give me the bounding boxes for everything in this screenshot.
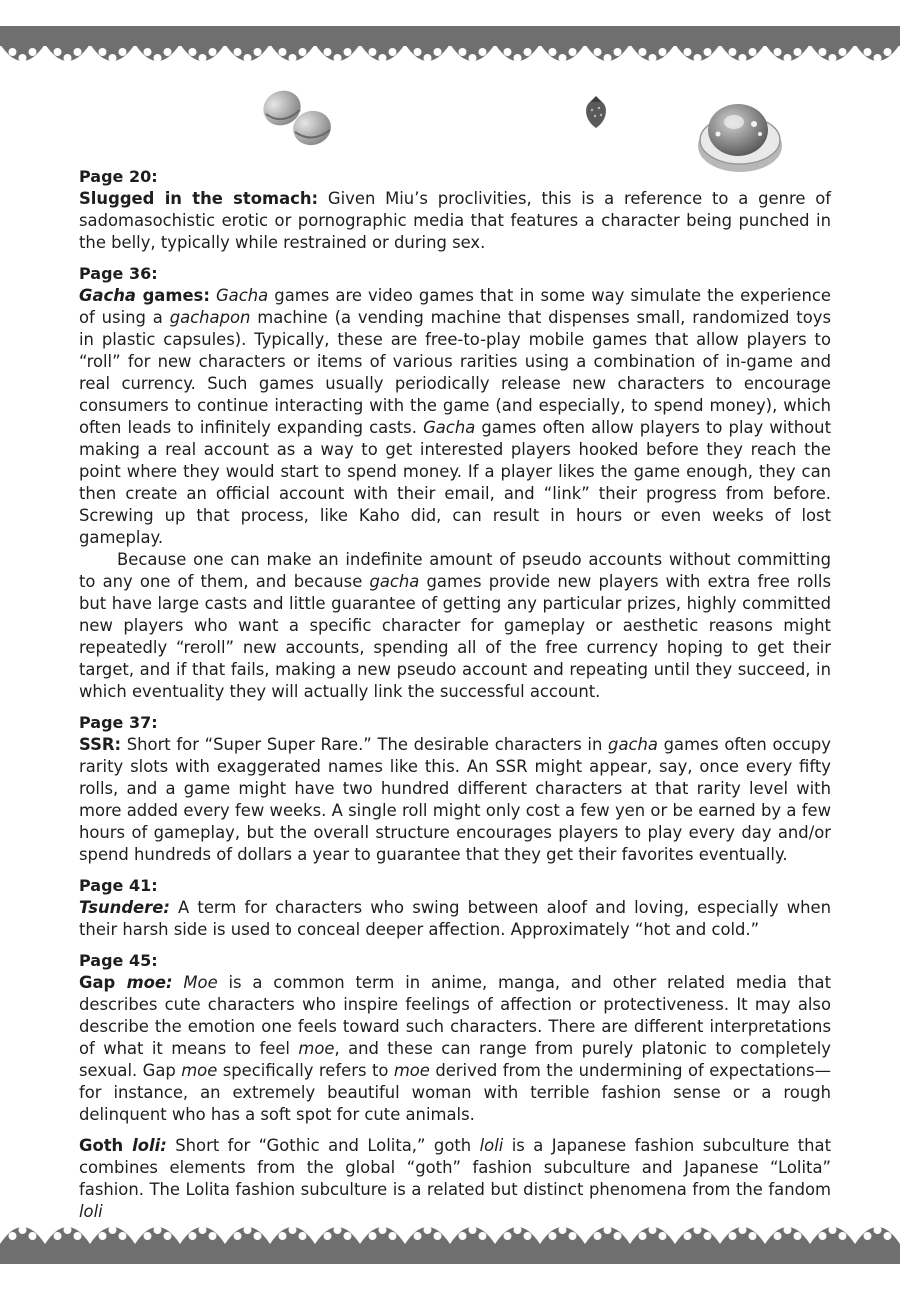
text-run: moe bbox=[181, 1061, 218, 1080]
text-run: gachapon bbox=[169, 308, 251, 327]
glossary-section bbox=[79, 263, 831, 703]
text-run: moe bbox=[393, 1061, 430, 1080]
text-run: derived from the undermining of expectations—for instance, an extremely beautiful woman with terrible fashion sense or a rough delinquent who has a soft spot for cute animals. bbox=[79, 1061, 831, 1124]
text-run: Given Miu’s proclivities, this is a reference to a genre of sadomasochistic erotic or pornographic media that features a character being punched in the belly, typically while restrained or during sex. bbox=[79, 189, 831, 252]
macarons-icon bbox=[258, 86, 338, 150]
tart-icon bbox=[694, 96, 786, 176]
glossary-paragraph bbox=[79, 285, 831, 549]
glossary-paragraph bbox=[79, 188, 831, 254]
glossary-section bbox=[79, 166, 831, 254]
text-run: A term for characters who swing between aloof and loving, especially when their harsh side is used to conceal deeper affection. Approximately “hot and cold.” bbox=[79, 898, 831, 939]
text-run: Gacha bbox=[423, 418, 476, 437]
glossary-term: Slugged in the stomach: bbox=[79, 189, 319, 208]
glossary-paragraph bbox=[79, 897, 831, 941]
text-run: games often occupy rarity slots with exaggerated names like this. An SSR might appear, say, once every fifty rolls, and a game might have two hundred different characters at that rarity level with more added every few weeks. A single roll might only cost a few yen or be earned by a few hours of gameplay, but the overall structure encourages players to play every day and/or spend hundreds of dollars a year to guarantee that they get their favorites eventually. bbox=[79, 735, 831, 864]
page-heading: Page 36: bbox=[79, 264, 158, 283]
glossary-content bbox=[79, 166, 831, 1232]
glossary-paragraph bbox=[79, 734, 831, 866]
text-run: is a common term in anime, manga, and other related media that describes cute characters who inspire feelings of affection or protectiveness. It may also describe the emotion one feels toward such characters. There are different interpretations of what it means to feel bbox=[79, 973, 831, 1058]
text-run: loli bbox=[79, 1202, 103, 1221]
text-run: games provide new players with extra free rolls but have large casts and little guarantee of getting any particular prizes, highly committed new players who want a specific character for gameplay or aesthetic reasons might repeatedly “reroll” new accounts, spending all of the free currency hoping to get their target, and if that fails, making a new pseudo account and repeating until they succeed, in which eventuality they will actually link the successful account. bbox=[79, 572, 831, 701]
lace-border-top bbox=[0, 26, 900, 76]
page-heading: Page 20: bbox=[79, 167, 158, 186]
page-heading: Page 37: bbox=[79, 713, 158, 732]
text-run: Short for “Super Super Rare.” The desirable characters in bbox=[121, 735, 609, 754]
lace-border-bottom bbox=[0, 1212, 900, 1264]
text-run: Gacha bbox=[215, 286, 269, 305]
text-run: gacha bbox=[369, 572, 420, 591]
glossary-term: Goth bbox=[79, 1136, 133, 1155]
text-run: is a Japanese fashion subculture that combines elements from the global “goth” fashion subculture and Japanese “Lolita” fashion. The Lolita fashion subculture is a related but distinct phenomena from the fandom bbox=[79, 1136, 831, 1199]
page-heading: Page 45: bbox=[79, 951, 158, 970]
text-run: gacha bbox=[608, 735, 658, 754]
glossary-paragraph bbox=[79, 1135, 831, 1223]
text-run: Moe bbox=[183, 973, 218, 992]
text-run: Short for “Gothic and Lolita,” goth bbox=[166, 1136, 480, 1155]
glossary-term: loli: bbox=[132, 1136, 167, 1155]
text-run: games often allow players to play without making a real account as a way to get interested players hooked before they reach the point where they would start to spend money. If a player likes the game enough, they can then create an official account with their email, and “link” their progress from before. Screwing up that process, like Kaho did, can result in hours or even weeks of lost gameplay. bbox=[79, 418, 832, 547]
text-run bbox=[173, 973, 184, 992]
strawberry-icon bbox=[580, 94, 612, 130]
text-run: specifically refers to bbox=[217, 1061, 394, 1080]
text-run: machine (a vending machine that dispenses small, randomized toys in plastic capsules). Typically, these are free-to-play mobile games that allow players to “roll” for new characters or items of various rarities using a combination of in-game and real currency. Such games usually periodically release new characters to encourage consumers to continue interacting with the game (and especially, to spend money), which often leads to infinitely expanding casts. bbox=[79, 308, 831, 437]
glossary-term: games: bbox=[135, 286, 210, 305]
glossary-section bbox=[79, 950, 831, 1223]
text-run: Because one can make an indefinite amount of pseudo accounts without committing to any one of them, and because bbox=[79, 550, 831, 591]
glossary-term: moe: bbox=[126, 973, 173, 992]
page-heading: Page 41: bbox=[79, 876, 158, 895]
text-run: games are video games that in some way simulate the experience of using a bbox=[79, 286, 831, 327]
glossary-term: Gap bbox=[79, 973, 127, 992]
text-run: moe bbox=[298, 1039, 335, 1058]
glossary-term: Tsundere: bbox=[79, 898, 170, 917]
text-run: loli bbox=[479, 1136, 504, 1155]
glossary-section bbox=[79, 875, 831, 941]
text-run: , and these can range from purely platonic to completely sexual. Gap bbox=[79, 1039, 831, 1080]
glossary-term: Gacha bbox=[79, 286, 136, 305]
glossary-term: SSR: bbox=[79, 735, 122, 754]
glossary-section bbox=[79, 712, 831, 866]
glossary-paragraph bbox=[79, 972, 831, 1126]
glossary-paragraph bbox=[79, 549, 831, 703]
